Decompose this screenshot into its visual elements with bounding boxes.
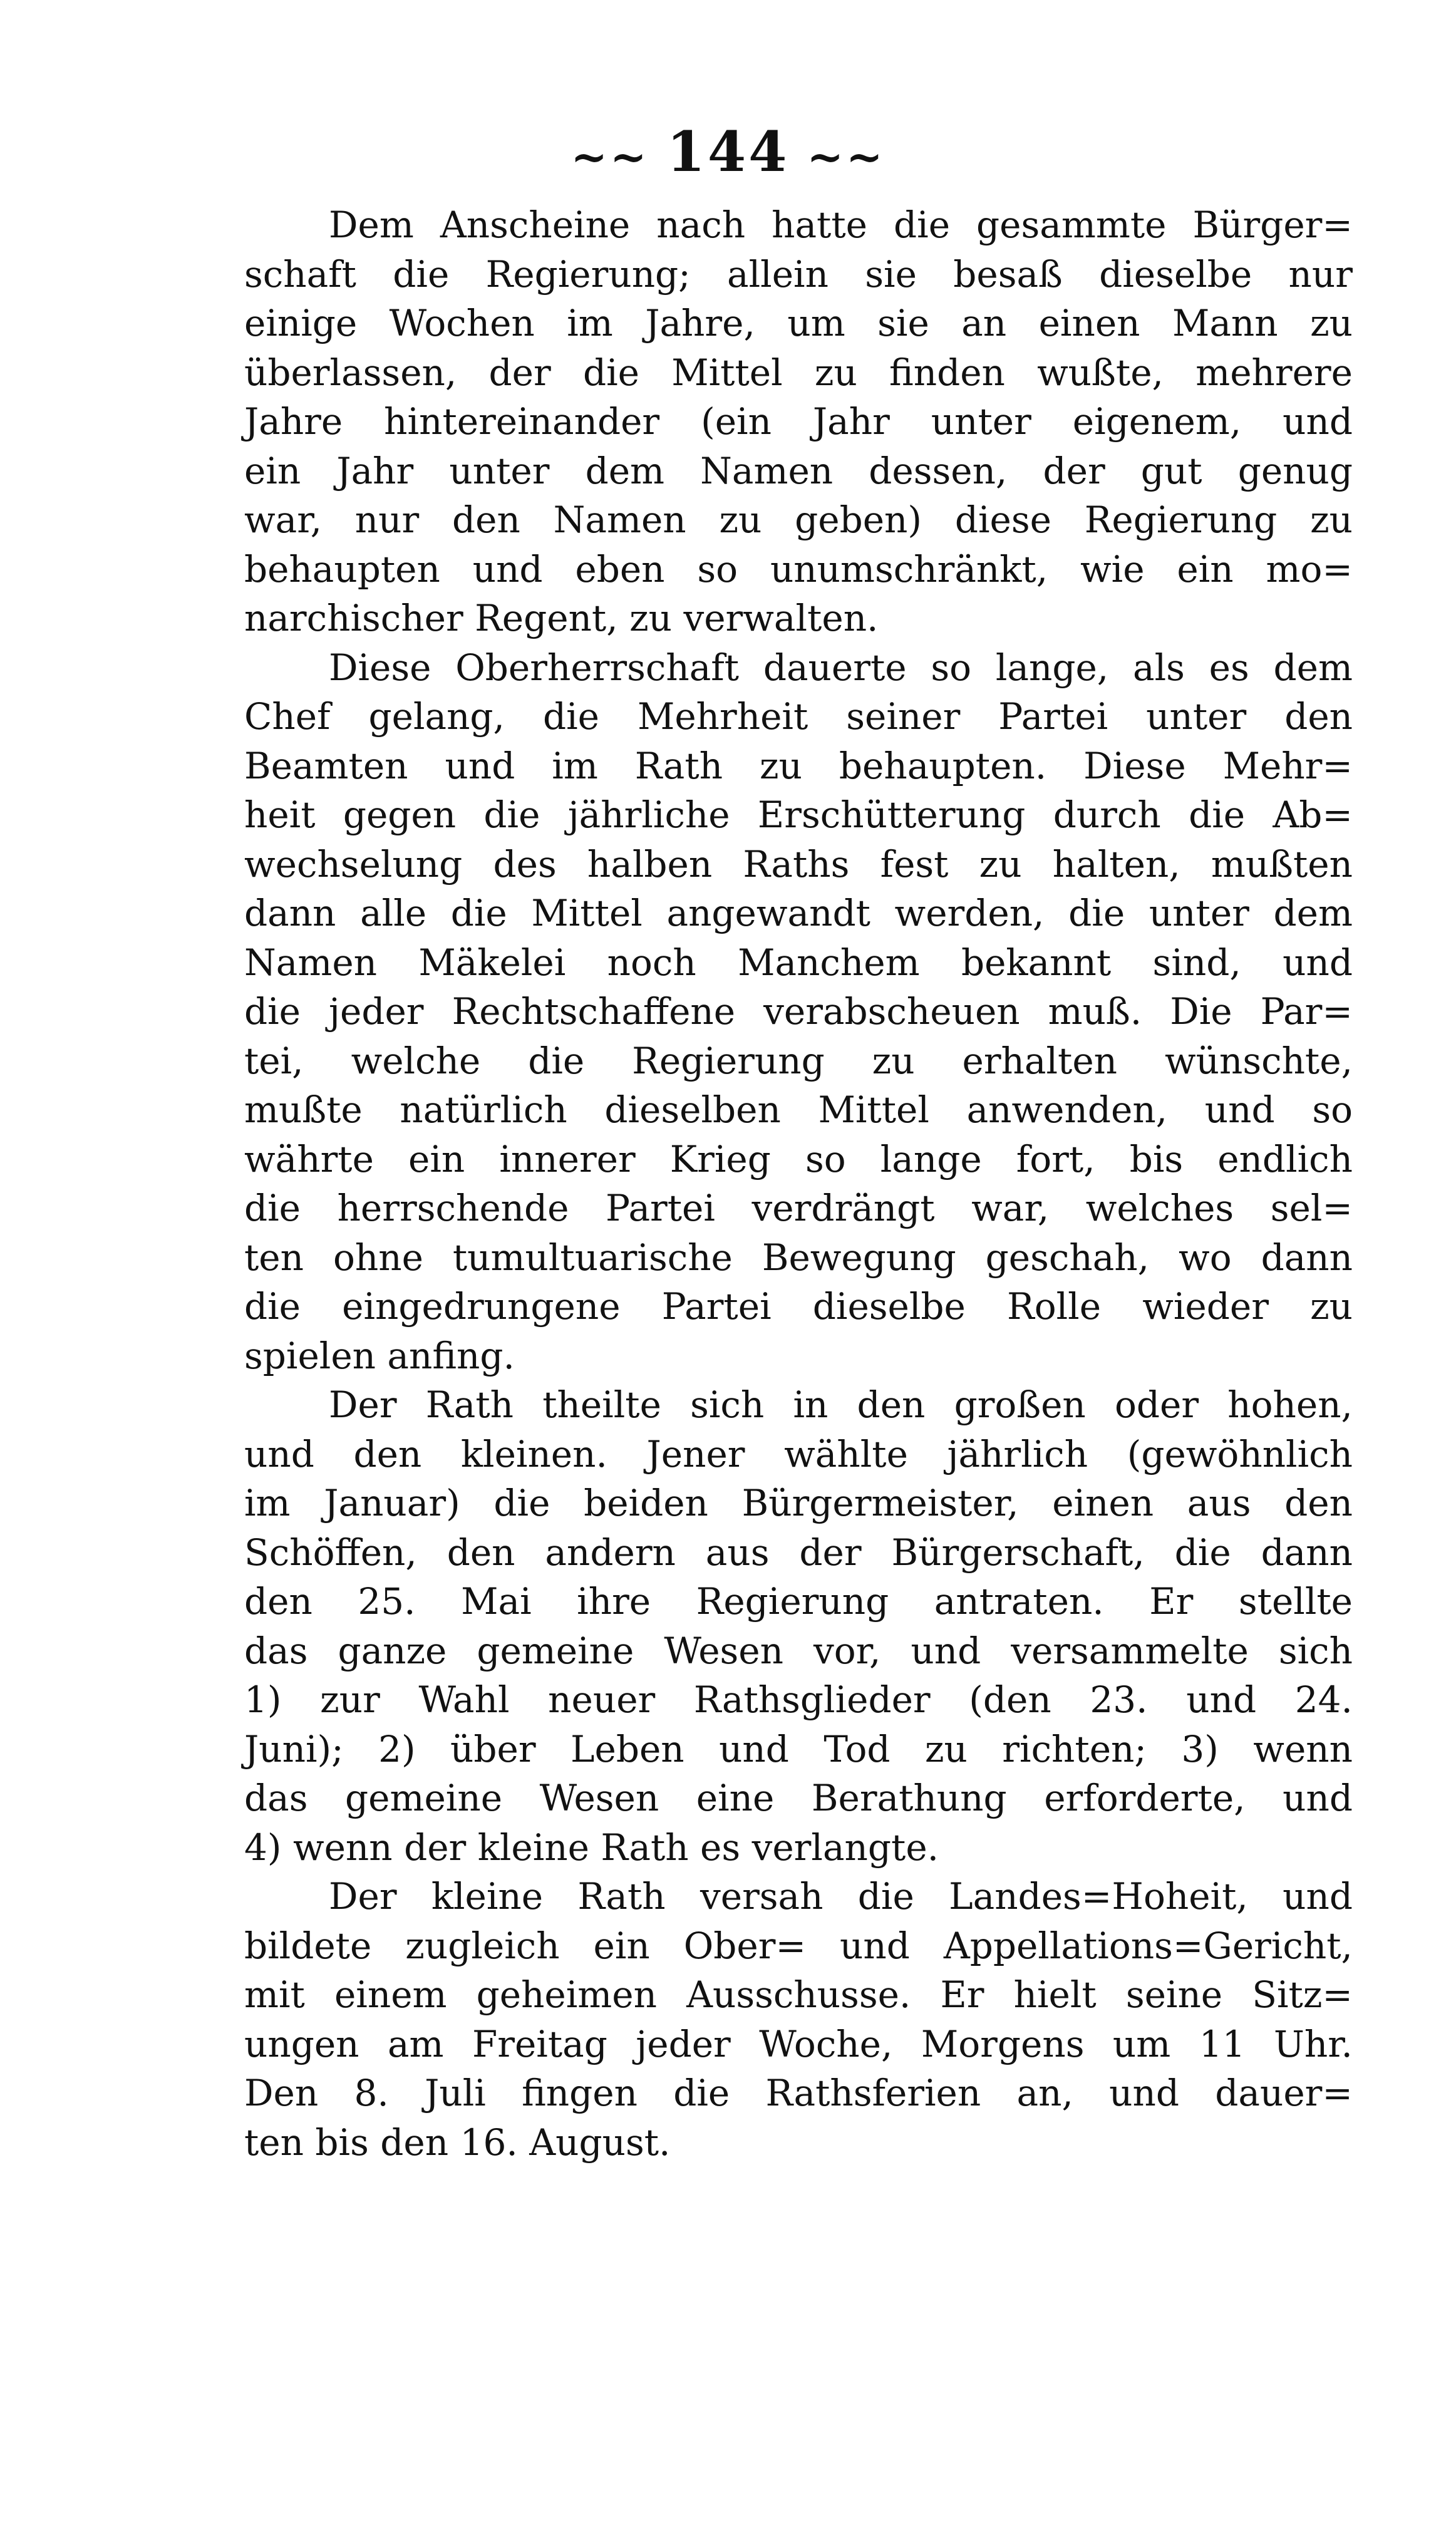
text-line: Jahre hintereinander (ein Jahr unter eigenem, und [244,400,1353,443]
text-line: Schöffen, den andern aus der Bürgerschaft, die dann [244,1531,1353,1574]
text-line: narchischer Regent, zu verwalten. [244,597,879,639]
text-line: Der Rath theilte sich in den großen oder hohen, [329,1383,1353,1426]
text-line: ungen am Freitag jeder Woche, Morgens um 11 Uhr. [244,2022,1353,2065]
text-line: behaupten und eben so unumschränkt, wie ein mo= [244,547,1353,591]
text-line: Chef gelang, die Mehrheit seiner Partei unter den [244,695,1353,738]
text-line: das ganze gemeine Wesen vor, und versammelte sich [244,1629,1353,1672]
text-line: war, nur den Namen zu geben) diese Regierung zu [244,499,1353,541]
text-line: ten ohne tumultuarische Bewegung geschah, wo dann [244,1236,1353,1279]
text-line: Dem Anscheine nach hatte die gesammte Bürger= [329,204,1353,246]
text-line: wechselung des halben Raths fest zu halten, mußten [244,842,1353,886]
ornament-right-icon: ~~ [807,130,885,183]
text-line: 1) zur Wahl neuer Rathsglieder (den 23. und 24. [244,1678,1353,1721]
text-line: schaft die Regierung; allein sie besaß dieselbe nur [244,252,1353,296]
text-line: Den 8. Juli fingen die Rathsferien an, und dauer= [244,2072,1353,2114]
text-line: im Januar) die beiden Bürgermeister, einen aus den [244,1482,1353,1524]
page-number: 144 [666,119,790,184]
text-line: mit einem geheimen Ausschusse. Er hielt seine Sitz= [244,1973,1353,2016]
text-line: Beamten und im Rath zu behaupten. Diese Mehr= [244,744,1353,787]
text-line: ten bis den 16. August. [244,2121,671,2164]
text-line: das gemeine Wesen eine Berathung erforderte, und [244,1777,1353,1819]
text-line: die jeder Rechtschaffene verabscheuen muß. Die Par= [244,990,1353,1033]
text-line: überlassen, der die Mittel zu finden wußte, mehrere [244,351,1353,394]
text-line: die herrschende Partei verdrängt war, welches sel= [244,1187,1353,1229]
ornament-left-icon: ~~ [571,130,649,183]
text-line: dann alle die Mittel angewandt werden, die unter dem [244,892,1353,934]
text-line: Der kleine Rath versah die Landes=Hoheit, und [329,1875,1353,1918]
body-text [244,200,1353,2167]
text-line: den 25. Mai ihre Regierung antraten. Er stellte [244,1580,1353,1623]
text-line: einige Wochen im Jahre, um sie an einen Mann zu [244,302,1353,344]
text-line: die eingedrungene Partei dieselbe Rolle wieder zu [244,1285,1353,1328]
text-line: heit gegen die jährliche Erschütterung durch die Ab= [244,793,1353,836]
text-line: tei, welche die Regierung zu erhalten wünschte, [244,1039,1353,1082]
text-line: Juni); 2) über Leben und Tod zu richten; 3) wenn [244,1727,1353,1770]
text-line: Diese Oberherrschaft dauerte so lange, als es dem [329,646,1353,689]
text-line: Namen Mäkelei noch Manchem bekannt sind, und [244,941,1353,984]
text-line: währte ein innerer Krieg so lange fort, bis endlich [244,1137,1353,1181]
text-line: mußte natürlich dieselben Mittel anwenden, und so [244,1088,1353,1131]
text-line: und den kleinen. Jener wählte jährlich (gewöhnlich [244,1432,1353,1475]
text-line: spielen anfing. [244,1334,515,1377]
text-line: 4) wenn der kleine Rath es verlangte. [244,1826,939,1869]
text-line: bildete zugleich ein Ober= und Appellations=Gericht, [244,1924,1353,1967]
text-line: ein Jahr unter dem Namen dessen, der gut genug [244,449,1353,492]
page-header [0,119,1456,184]
